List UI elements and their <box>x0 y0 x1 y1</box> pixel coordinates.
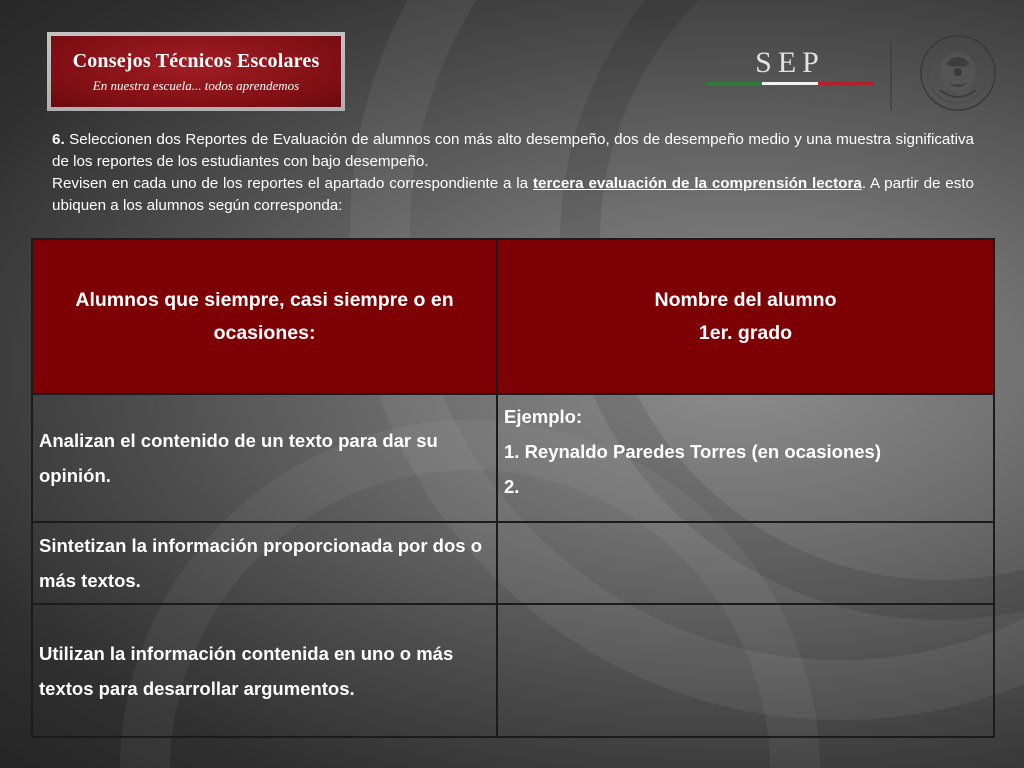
logo-title: Consejos Técnicos Escolares <box>72 49 320 72</box>
criterion-cell: Sintetizan la información proporcionada por dos o más textos. <box>32 522 497 604</box>
mexican-coat-of-arms-seal-icon <box>918 34 998 112</box>
logo-divider <box>890 44 892 110</box>
header-student-name-line1: Nombre del alumno <box>654 288 837 311</box>
instructions-text <box>52 129 974 217</box>
sep-title: SEP <box>755 46 825 79</box>
criterion-cell: Analizan el contenido de un texto para dar su opinión. <box>32 394 497 522</box>
logo-subtitle: En nuestra escuela... todos aprendemos <box>92 77 300 93</box>
instruction-text-2-end: . A partir de esto ubiquen a los alumnos según corresponda: <box>52 175 974 214</box>
table-row <box>32 522 994 604</box>
instruction-text-1: Seleccionen dos Reportes de Evaluación de alumnos con más alto desempeño, dos de desempeño medio y una muestra significativa de los reportes de los estudiantes con bajo desempeño. <box>52 131 974 170</box>
table-row <box>32 394 994 522</box>
logo-banner <box>51 36 341 107</box>
example-label: Ejemplo: <box>504 406 583 427</box>
criterion-cell: Utilizan la información contenida en uno o más textos para desarrollar argumentos. <box>32 604 497 737</box>
instruction-number: 6. <box>52 131 65 148</box>
consejos-tecnicos-logo <box>47 32 345 111</box>
student-names-cell[interactable] <box>497 604 994 737</box>
example-item-1: 1. Reynaldo Paredes Torres (en ocasiones) <box>504 441 881 462</box>
flag-stripe <box>706 82 874 85</box>
header-student-name <box>497 239 994 394</box>
instruction-text-2-start: Revisen en cada uno de los reportes el apartado correspondiente a la <box>52 175 533 192</box>
instructions-paragraph-1 <box>52 129 974 173</box>
header-criteria-line2: ocasiones: <box>213 321 316 344</box>
sep-subtitle-line2: EDUCACIÓN PÚBLICA <box>745 96 835 104</box>
example-item-2: 2. <box>504 476 520 497</box>
table-header-row <box>32 239 994 394</box>
instruction-emphasis: tercera evaluación de la comprensión lectora <box>532 175 862 192</box>
sep-logo <box>706 46 874 116</box>
student-names-cell[interactable] <box>497 522 994 604</box>
sep-subtitle-line1: SECRETARÍA DE <box>756 88 824 96</box>
header-criteria <box>32 239 497 394</box>
header-grade: 1er. grado <box>698 321 793 344</box>
sep-subtitle <box>706 88 874 104</box>
instructions-paragraph-2 <box>52 173 974 217</box>
table-row <box>32 604 994 737</box>
criteria-table <box>31 238 995 738</box>
header-criteria-line1: Alumnos que siempre, casi siempre o en <box>75 288 454 311</box>
student-names-cell[interactable] <box>497 394 994 522</box>
